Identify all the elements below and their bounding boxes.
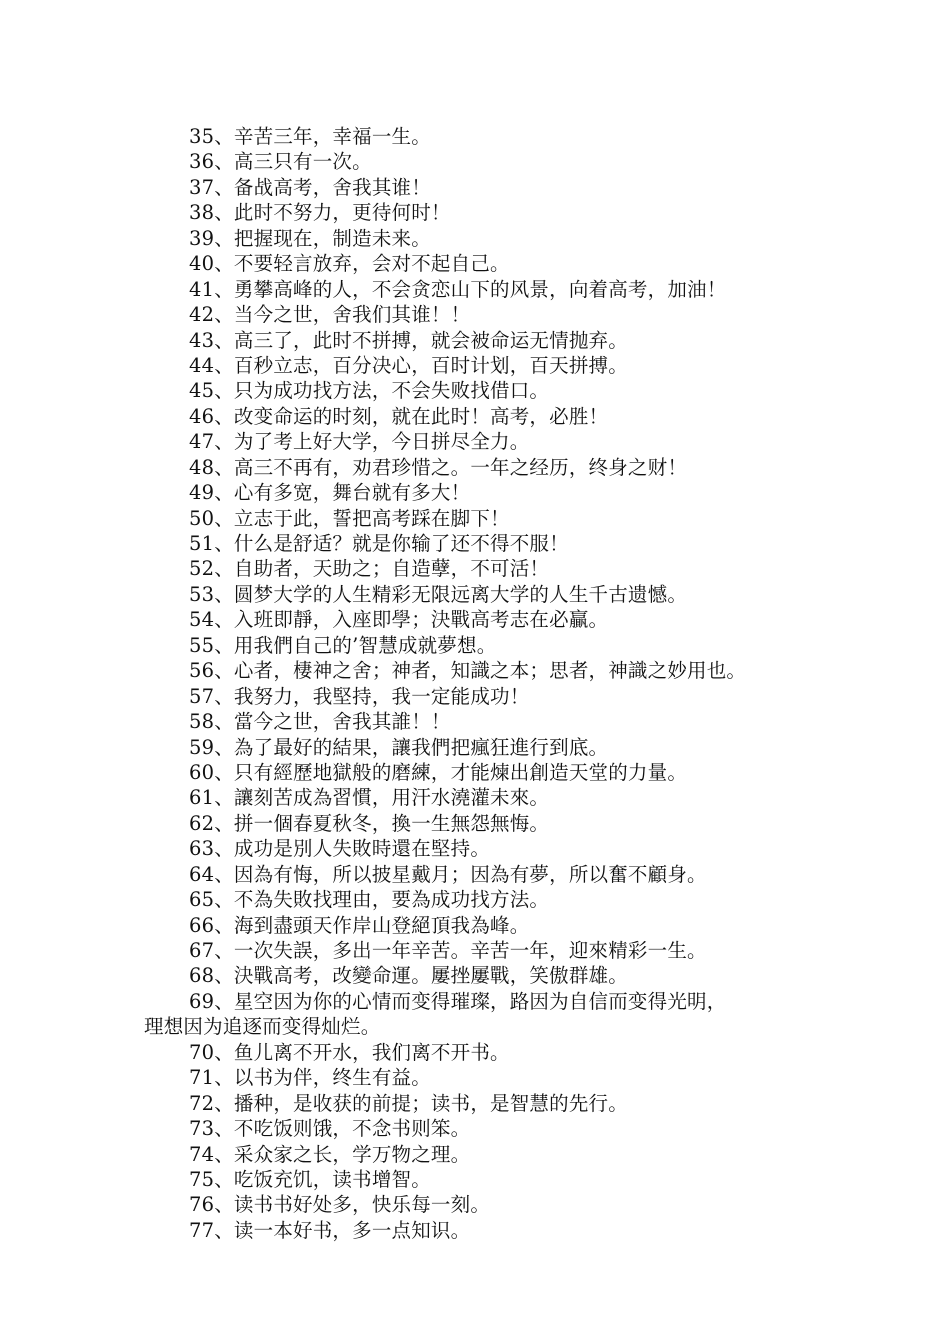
- text-line: 46、改变命运的时刻，就在此时！高考，必胜！: [189, 404, 609, 428]
- text-line: 50、立志于此，誓把高考踩在脚下！: [189, 506, 510, 530]
- text-line: 56、心者，棲神之舍；神者，知識之本；思者，神識之妙用也。: [189, 659, 747, 683]
- text-line: 74、采众家之长，学万物之理。: [189, 1142, 471, 1166]
- text-line: 67、一次失誤，多出一年辛苦。辛苦一年，迎來精彩一生。: [189, 939, 707, 962]
- document-body: [144, 124, 824, 1243]
- text-line: 53、圆梦大学的人生精彩无限远离大学的人生千古遗憾。: [189, 582, 688, 606]
- text-line: 51、什么是舒适？就是你输了还不得不服！: [189, 532, 569, 555]
- text-line: 61、讓刻苦成為習慣，用汗水澆灌未來。: [189, 786, 550, 810]
- text-line: 60、只有經歷地獄般的磨練，才能煉出創造天堂的力量。: [189, 760, 688, 784]
- text-line: 72、播种，是收获的前提；读书，是智慧的先行。: [189, 1091, 628, 1115]
- text-line: 52、自助者，天助之；自造孽，不可活！: [189, 557, 550, 581]
- text-line: 57、我努力，我堅持，我一定能成功！: [189, 684, 530, 708]
- text-line: 68、決戰高考，改變命運。屢挫屢戰，笑傲群雄。: [189, 964, 628, 988]
- text-line: 47、为了考上好大学，今日拼尽全力。: [189, 430, 530, 454]
- text-line: 38、此时不努力，更待何时！: [189, 201, 451, 225]
- text-line: 69、星空因为你的心情而变得璀璨，路因为自信而变得光明，: [189, 989, 727, 1013]
- text-line-continuation: 理想因为追逐而变得灿烂。: [144, 1015, 381, 1039]
- text-line: 43、高三了，此时不拼搏，就会被命运无情抛弃。: [189, 328, 628, 352]
- text-line: 77、读一本好书，多一点知识。: [189, 1218, 471, 1242]
- text-line: 71、以书为伴，终生有益。: [189, 1066, 431, 1090]
- text-line: 41、勇攀高峰的人，不会贪恋山下的风景，向着高考，加油！: [189, 277, 727, 301]
- text-line: 49、心有多宽，舞台就有多大！: [189, 481, 471, 505]
- text-line: 65、不為失敗找理由，要為成功找方法。: [189, 888, 550, 912]
- text-line: 44、百秒立志，百分决心，百时计划，百天拼搏。: [189, 353, 628, 377]
- text-line: 75、吃饭充饥，读书增智。: [189, 1167, 431, 1191]
- text-line: 54、入班即靜，入座即學；決戰高考志在必贏。: [189, 608, 609, 632]
- text-line: 55、用我們自己的’智慧成就夢想。: [189, 633, 497, 657]
- text-line: 62、拼一個春夏秋冬，換一生無怨無悔。: [189, 811, 550, 835]
- text-line: 35、辛苦三年，幸福一生。: [189, 125, 431, 148]
- text-line: 42、当今之世，舍我们其谁！！: [189, 303, 471, 327]
- text-line: 45、只为成功找方法，不会失败找借口。: [189, 379, 550, 403]
- text-line: 70、鱼儿离不开水，我们离不开书。: [189, 1040, 510, 1064]
- text-line: 63、成功是別人失敗時還在堅持。: [189, 837, 491, 861]
- text-line: 66、海到盡頭天作岸山登絕頂我為峰。: [189, 913, 530, 937]
- text-line: 40、不要轻言放弃，会对不起自己。: [189, 252, 510, 276]
- text-line: 36、高三只有一次。: [189, 150, 372, 174]
- text-line: 39、把握现在，制造未来。: [189, 226, 431, 250]
- text-line: 64、因為有悔，所以披星戴月；因為有夢，所以奮不顧身。: [189, 862, 707, 886]
- text-line: 58、當今之世，舍我其誰！！: [189, 710, 451, 734]
- text-line: 59、為了最好的結果，讓我們把瘋狂進行到底。: [189, 735, 609, 759]
- text-line: 73、不吃饭则饿，不念书则笨。: [189, 1117, 471, 1141]
- text-line: 37、备战高考，舍我其谁！: [189, 175, 431, 199]
- text-line: 76、读书书好处多，快乐每一刻。: [189, 1193, 491, 1217]
- text-line: 48、高三不再有，劝君珍惜之。一年之经历，终身之财！: [189, 455, 688, 479]
